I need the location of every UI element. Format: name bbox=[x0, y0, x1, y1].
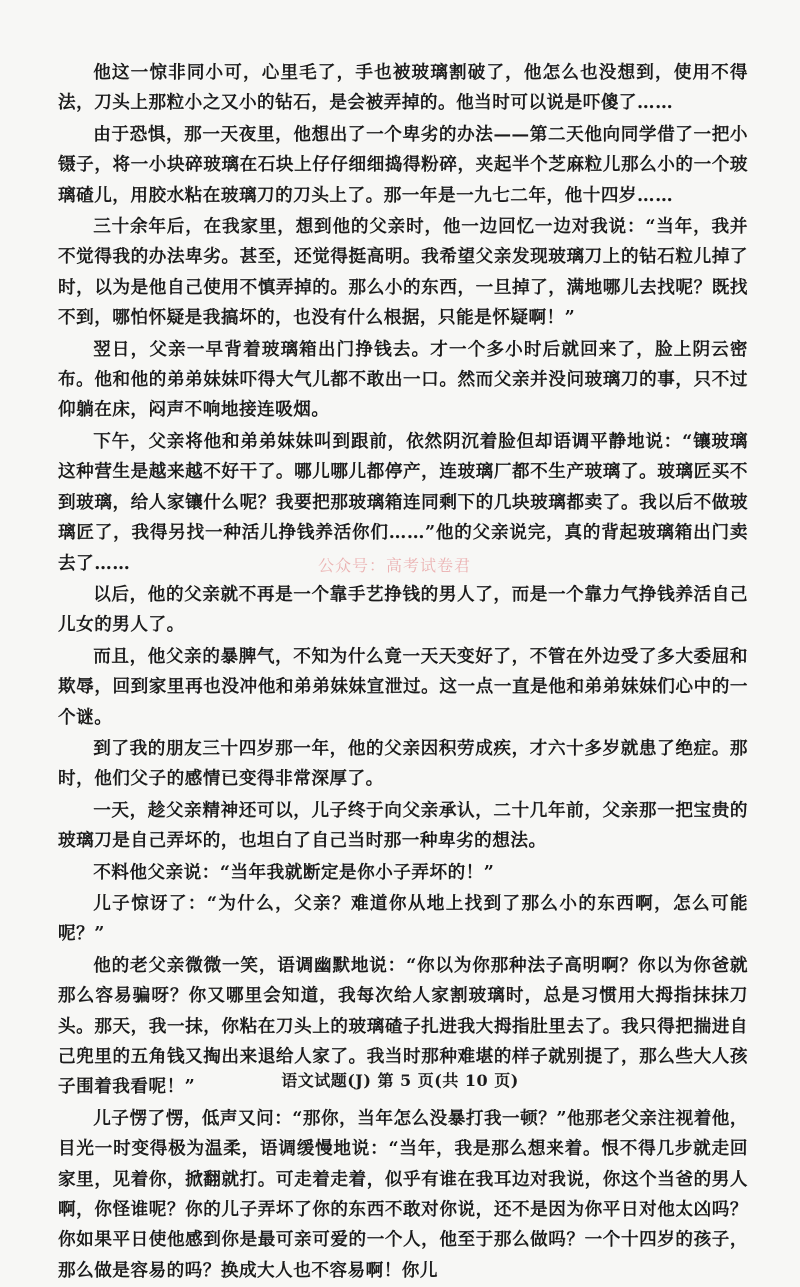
paragraph-10: 不料他父亲说：“当年我就断定是你小子弄坏的！” bbox=[93, 861, 495, 883]
article-body bbox=[58, 58, 748, 1287]
paragraph-3: 三十余年后，在我家里，想到他的父亲时，他一边回忆一边对我说：“当年，我并不觉得我的办法卑劣。甚至，还觉得挺高明。我希望父亲发现玻璃刀上的钻石粒儿掉了时，以为是他自己使用不慎弄掉的。那么小的东西，一旦掉了，满地哪儿去找呢？既找不到，哪怕怀疑是我搞坏的，也没有什么根据，只能是怀疑啊！” bbox=[58, 216, 748, 329]
page-footer: 语文试题(J) 第 5 页(共 10 页) bbox=[281, 1071, 519, 1090]
paragraph-12: 他的老父亲微微一笑，语调幽默地说：“你以为你那种法子高明啊？你以为你爸就那么容易骗呀？你又哪里会知道，我每次给人家割玻璃时，总是习惯用大拇指抹抹刀头。那天，我一抹，你粘在刀头上的玻璃碴子扎进我大拇指肚里去了。我只得把揣进自己兜里的五角钱又掏出来退给人家了。我当时那种难堪的样子就别提了，那么些大人孩子围着我看呢！” bbox=[58, 954, 748, 1098]
paragraph-4: 翌日，父亲一早背着玻璃箱出门挣钱去。才一个多小时后就回来了，脸上阴云密布。他和他的弟弟妹妹吓得大气儿都不敢出一口。然而父亲并没问玻璃刀的事，只不过仰躺在床，闷声不响地接连吸烟。 bbox=[58, 338, 748, 421]
paragraph-6: 以后，他的父亲就不再是一个靠手艺挣钱的男人了，而是一个靠力气挣钱养活自己儿女的男人了。 bbox=[58, 583, 748, 636]
paragraph-2: 由于恐惧，那一天夜里，他想出了一个卑劣的办法——第二天他向同学借了一把小镊子，将一小块碎玻璃在石块上仔仔细细捣得粉碎，夹起半个芝麻粒儿那么小的一个玻璃碴儿，用胶水粘在玻璃刀的刀头上了。那一年是一九七二年，他十四岁…… bbox=[58, 123, 748, 206]
paragraph-7: 而且，他父亲的暴脾气，不知为什么竟一天天变好了，不管在外边受了多大委屈和欺辱，回到家里再也没冲他和弟弟妹妹宣泄过。这一点一直是他和弟弟妹妹们心中的一个谜。 bbox=[58, 645, 748, 728]
paragraph-5: 下午，父亲将他和弟弟妹妹叫到跟前，依然阴沉着脸但却语调平静地说：“镶玻璃这种营生是越来越不好干了。哪儿哪儿都停产，连玻璃厂都不生产玻璃了。玻璃匠买不到玻璃，给人家镶什么呢？我要把那玻璃箱连同剩下的几块玻璃都卖了。我以后不做玻璃匠了，我得另找一种活儿挣钱养活你们……”他的父亲说完，真的背起玻璃箱出门卖去了…… bbox=[58, 430, 748, 574]
watermark: 公众号：高考试卷君 bbox=[318, 556, 472, 575]
paragraph-9: 一天，趁父亲精神还可以，儿子终于向父亲承认，二十几年前，父亲那一把宝贵的玻璃刀是自己弄坏的，也坦白了自己当时那一种卑劣的想法。 bbox=[58, 799, 748, 852]
paragraph-13: 儿子愣了愣，低声又问：“那你，当年怎么没暴打我一顿？”他那老父亲注视着他，目光一时变得极为温柔，语调缓慢地说：“当年，我是那么想来着。恨不得几步就走回家里，见着你，掀翻就打。可走着走着，似乎有谁在我耳边对我说，你这个当爸的男人啊，你怪谁呢？你的儿子弄坏了你的东西不敢对你说，还不是因为你平日对他太凶吗？你如果平日使他感到你是最可亲可爱的一个人，他至于那么做吗？一个十四岁的孩子，那么做是容易的吗？换成大人也不容易啊！你儿 bbox=[58, 1107, 748, 1281]
paragraph-1: 他这一惊非同小可，心里毛了，手也被玻璃割破了，他怎么也没想到，使用不得法，刀头上那粒小之又小的钻石，是会被弄掉的。他当时可以说是吓傻了…… bbox=[58, 62, 748, 114]
paragraph-8: 到了我的朋友三十四岁那一年，他的父亲因积劳成疾，才六十多岁就患了绝症。那时，他们父子的感情已变得非常深厚了。 bbox=[58, 737, 748, 790]
paragraph-11: 儿子惊讶了：“为什么，父亲？难道你从地上找到了那么小的东西啊，怎么可能呢？” bbox=[58, 892, 748, 945]
